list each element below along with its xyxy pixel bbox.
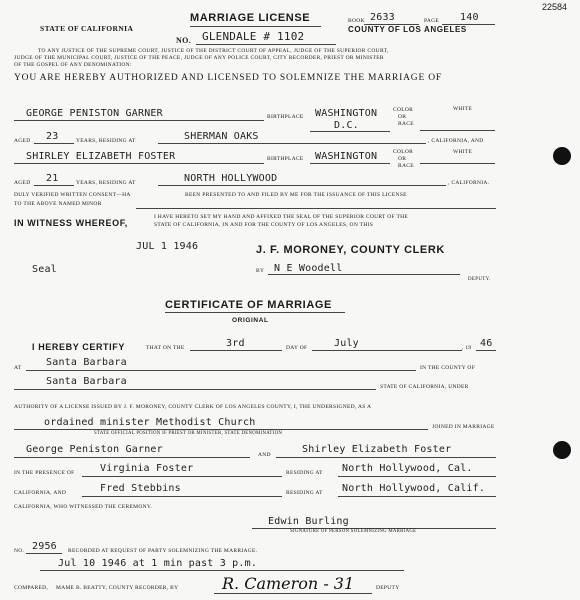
officiant-position: ordained minister Methodist Church (44, 417, 256, 428)
page-number: 22584 (542, 2, 568, 12)
address-line-3: OF THE GOSPEL OF ANY DENOMINATION: (14, 62, 132, 68)
consent-line-3: TO THE ABOVE NAMED MINOR (14, 201, 102, 207)
bride-birthplace: WASHINGTON (315, 151, 378, 162)
groom-residence: SHERMAN OAKS (184, 131, 259, 142)
color-label-2: OR (398, 114, 407, 120)
state-label: STATE OF CALIFORNIA (40, 24, 134, 33)
address-line-1: TO ANY JUSTICE OF THE SUPREME COURT, JUSTICE OF THE DISTRICT COURT OF APPEAL, JUDGE OF THE SUPERIOR COURT, (38, 48, 389, 54)
authorized-statement: YOU ARE HEREBY AUTHORIZED AND LICENSED TO SOLEMNIZE THE MARRIAGE OF (14, 73, 442, 83)
license-no-label: NO. (176, 36, 192, 45)
punch-hole-bottom (553, 441, 571, 459)
recorder-deputy-label: DEPUTY (376, 585, 400, 591)
signature-caption: SIGNATURE OF PERSON SOLEMNIZING MARRIAGE (290, 529, 417, 534)
authority-text: AUTHORITY OF A LICENSE ISSUED BY J. F. MORONEY, COUNTY CLERK OF LOS ANGELES COUNTY, I, THE UNDERSIGNED, AS A (14, 404, 372, 410)
recorder-signature: R. Cameron - 31 (222, 574, 355, 593)
recorded-time: Jul 10 1946 at 1 min past 3 p.m. (58, 558, 258, 569)
witness-two-residence: North Hollywood, Calif. (342, 483, 486, 494)
officiant-signature: Edwin Burling (268, 516, 349, 527)
license-number: GLENDALE # 1102 (202, 30, 305, 43)
certificate-title: CERTIFICATE OF MARRIAGE (165, 299, 332, 311)
book-label: BOOK (348, 18, 365, 24)
groom-birthplace-2: D.C. (334, 120, 359, 131)
punch-hole-top (553, 147, 571, 165)
deputy-name: N E Woodell (274, 263, 343, 274)
presence-label: IN THE PRESENCE OF (14, 470, 75, 476)
california-label: , CALIFORNIA. (448, 180, 490, 186)
page-label: PAGE (424, 18, 440, 24)
marriage-month: July (334, 338, 359, 349)
witness-heading: IN WITNESS WHEREOF, (14, 218, 128, 228)
and-label: AND (258, 452, 271, 458)
consent-line-1: DULY VERIFIED WRITTEN CONSENT—HA (14, 192, 131, 198)
witness-text-2: STATE OF CALIFORNIA, IN AND FOR THE COUNTY OF LOS ANGELES, ON THIS (154, 222, 374, 228)
that-on-the-label: THAT ON THE (146, 345, 185, 351)
witness-one: Virginia Foster (100, 463, 194, 474)
groom-birthplace: WASHINGTON (315, 108, 378, 119)
page-value: 140 (460, 12, 479, 23)
consent-line-2: BEEN PRESENTED TO AND FILED BY ME FOR THE ISSUANCE OF THIS LICENSE (185, 192, 407, 198)
by-label: BY (256, 268, 265, 274)
at-label: AT (14, 365, 22, 371)
witness-two-residing-label: RESIDING AT (286, 490, 323, 496)
county-label: COUNTY OF LOS ANGELES (348, 25, 467, 34)
day-of-label: DAY OF (286, 345, 308, 351)
bride-age: 21 (46, 173, 59, 184)
certificate-subtitle: ORIGINAL (232, 317, 269, 324)
color-label-3: RACE (398, 121, 414, 127)
certificate-groom: George Peniston Garner (26, 444, 163, 455)
record-number: 2956 (32, 541, 57, 552)
groom-years-residing: YEARS, RESIDING AT (76, 138, 136, 144)
book-number: 2633 (370, 12, 395, 23)
witness-one-residing-label: RESIDING AT (286, 470, 323, 476)
bride-race: WHITE (453, 149, 473, 155)
seal-label: Seal (32, 264, 57, 275)
bride-years-residing: YEARS, RESIDING AT (76, 180, 136, 186)
groom-birthplace-label: BIRTHPLACE (267, 114, 304, 120)
marriage-place: Santa Barbara (46, 357, 127, 368)
year-prefix: , 19 (462, 345, 472, 351)
marriage-county: Santa Barbara (46, 376, 127, 387)
bride-color-label-3: RACE (398, 163, 414, 169)
county-clerk: J. F. MORONEY, COUNTY CLERK (256, 244, 445, 256)
bride-name: SHIRLEY ELIZABETH FOSTER (26, 151, 176, 162)
certificate-bride: Shirley Elizabeth Foster (302, 444, 452, 455)
compared-label: COMPARED, (14, 585, 49, 591)
joined-in-marriage-label: JOINED IN MARRIAGE (432, 424, 495, 430)
marriage-year: 46 (480, 338, 493, 349)
witness-two: Fred Stebbins (100, 483, 181, 494)
who-witnessed-text: CALIFORNIA, WHO WITNESSED THE CEREMONY. (14, 504, 153, 510)
license-date: JUL 1 1946 (136, 241, 199, 252)
witness-text-1: I HAVE HERETO SET MY HAND AND AFFIXED THE SEAL OF THE SUPERIOR COURT OF THE (154, 214, 409, 220)
bride-color-label-1: COLOR (393, 149, 414, 155)
record-no-label: NO. (14, 548, 25, 554)
recorder-text: MAME B. BEATTY, COUNTY RECORDER, BY (56, 585, 179, 591)
recorded-text: RECORDED AT REQUEST OF PARTY SOLEMNIZING THE MARRIAGE. (68, 548, 258, 554)
groom-age: 23 (46, 131, 59, 142)
groom-aged-label: AGED (14, 138, 31, 144)
deputy-label: DEPUTY. (468, 277, 491, 282)
california-and-label: , CALIFORNIA, AND (428, 138, 484, 144)
witness-one-residence: North Hollywood, Cal. (342, 463, 473, 474)
in-county-of-label: IN THE COUNTY OF (420, 365, 476, 371)
groom-name: GEORGE PENISTON GARNER (26, 108, 163, 119)
bride-aged-label: AGED (14, 180, 31, 186)
color-label-1: COLOR (393, 107, 414, 113)
position-caption: STATE OFFICIAL POSITION IF PRIEST OR MINISTER, STATE DENOMINATION (94, 431, 283, 436)
address-line-2: JUDGE OF THE MUNICIPAL COURT, JUSTICE OF THE PEACE, JUDGE OF ANY POLICE COURT, CITY RECORDER, PRIEST OR MINISTER (14, 55, 384, 61)
certify-heading: I HEREBY CERTIFY (32, 342, 125, 352)
groom-race: WHITE (453, 106, 473, 112)
bride-birthplace-label: BIRTHPLACE (267, 156, 304, 162)
california-and-cert: CALIFORNIA, AND (14, 490, 67, 496)
bride-color-label-2: OR (398, 156, 407, 162)
marriage-day: 3rd (226, 338, 245, 349)
state-under-label: STATE OF CALIFORNIA, UNDER (380, 384, 469, 390)
bride-residence: NORTH HOLLYWOOD (184, 173, 278, 184)
license-title: MARRIAGE LICENSE (190, 12, 311, 24)
